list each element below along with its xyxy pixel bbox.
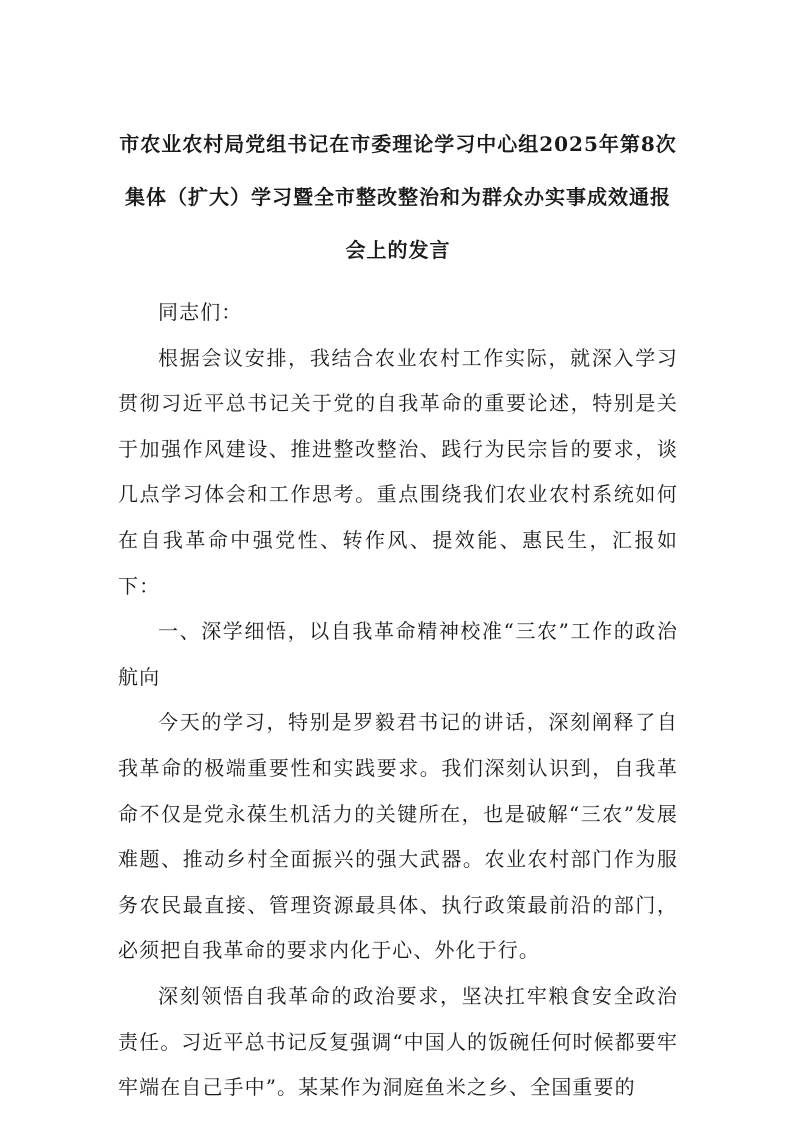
section-heading-1: 一、深学细悟，以自我革命精神校准“三农”工作的政治航向 (118, 619, 678, 689)
document-body (118, 290, 678, 1111)
paragraph-study: 今天的学习，特别是罗毅君书记的讲话，深刻阐释了自我革命的极端重要性和实践要求。我们深刻认识到，自我革命不仅是党永葆生机活力的关键所在，也是破解“三农”发展难题、推动乡村全面振兴的强大武器。农业农村部门作为服务农民最直接、管理资源最具体、执行政策最前沿的部门，必须把自我革命的要求内化于心、外化于行。 (118, 710, 678, 963)
document-title: 市农业农村局党组书记在市委理论学习中心组2025年第8次集体（扩大）学习暨全市整改整治和为群众办实事成效通报会上的发言 (119, 132, 677, 262)
paragraph-food-security: 深刻领悟自我革命的政治要求，坚决扛牢粮食安全政治责任。习近平总书记反复强调“中国人的饭碗任何时候都要牢牢端在自己手中”。某某作为洞庭鱼米之乡、全国重要的 (118, 983, 678, 1100)
salutation: 同志们： (158, 300, 243, 324)
paragraph-intro: 根据会议安排，我结合农业农村工作实际，就深入学习贯彻习近平总书记关于党的自我革命的重要论述，特别是关于加强作风建设、推进整改整治、践行为民宗旨的要求，谈几点学习体会和工作思考。重点围绕我们农业农村系统如何在自我革命中强党性、转作风、提效能、惠民生，汇报如下： (118, 345, 678, 598)
